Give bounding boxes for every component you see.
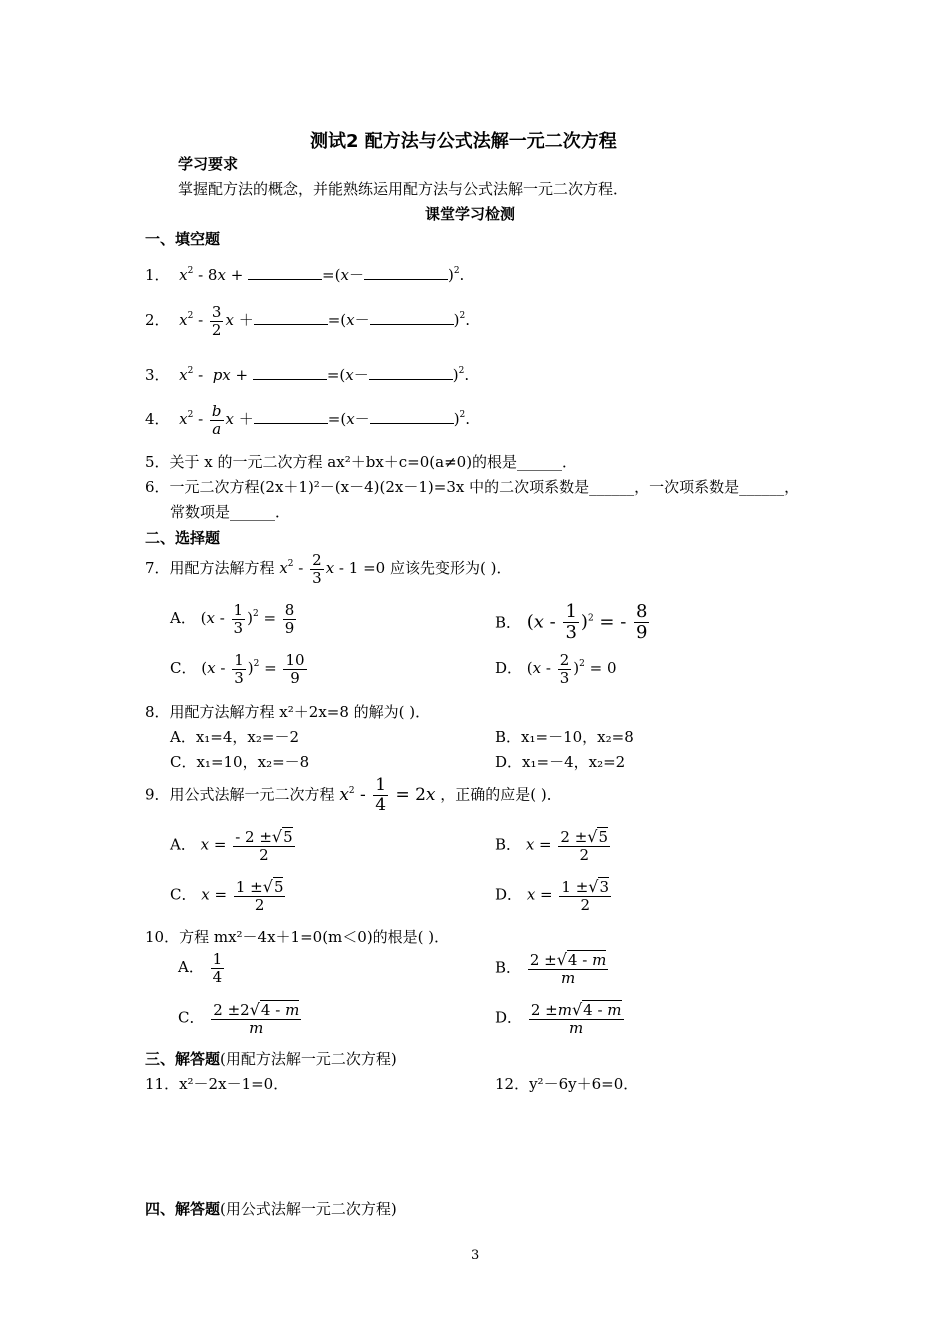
question-10-option-d: D． $\frac{2 \pm m√4 - m}{m}$ [495,1000,622,1037]
question-8-option-c: C．x₁=10，x₂=－8 [170,753,310,771]
question-9-suffix: ，正确的应是( )． [440,785,562,804]
section-3-title: 三、解答题 [145,1050,221,1068]
question-7 [145,552,511,586]
question-4-number: 4． [145,410,170,428]
question-9-option-c: C． x = $\frac{1 \pm√5}{2}$ [170,877,284,914]
question-7-option-a: A． (x - $\frac{1}{3}$ )$^2$ = $\frac{8}{9}$ [170,601,295,637]
option-label: C． [170,885,197,904]
question-9 [145,776,562,814]
question-11: 11．x²－2x－1=0． [145,1075,289,1093]
question-7-option-c: C． (x - $\frac{1}{3}$ )$^2$ = $\frac{10}{9}$ [170,651,305,687]
question-2-number: 2． [145,311,170,329]
question-9-option-d: D． x = $\frac{1 \pm√3}{2}$ [495,877,610,914]
question-10-option-c: C． $\frac{2 \pm 2√4 - m}{m}$ [178,1000,300,1037]
section-solve-completing-square [145,1048,397,1069]
option-label: B． [495,835,522,854]
section-solve-formula [145,1198,397,1219]
option-label: B． [495,613,522,632]
question-9-option-b: B． x = $\frac{2 \pm√5}{2}$ [495,827,609,864]
section-4-title: 四、解答题 [145,1200,221,1218]
requirements-heading: 学习要求 [178,155,239,173]
question-1-number: 1． [145,266,170,284]
section-multiple-choice: 二、选择题 [145,529,221,547]
question-6-line1: 6．一元二次方程(2x＋1)²－(x－4)(2x－1)=3x 中的二次项系数是______，一次项系数是______， [145,478,800,496]
question-7-option-b: B． (x - $\frac{1}{3}$ )$^2$ = - $\frac{8}{9}$ [495,601,648,643]
question-10-option-a: A． $\frac{1}{4}$ [178,950,223,986]
question-5: 5．关于 x 的一元二次方程 ax²＋bx＋c=0(a≠0)的根是______． [145,453,578,471]
option-label: D． [495,885,523,904]
section-3-note: (用配方法解一元二次方程) [220,1050,397,1068]
question-8-option-b: B．x₁=－10，x₂=8 [495,728,634,746]
question-3-number: 3． [145,366,170,384]
question-9-prefix: 9．用公式法解一元二次方程 [145,785,335,804]
question-3 [145,364,469,385]
question-10: 10．方程 mx²－4x＋1=0(m＜0)的根是( )． [145,928,450,946]
page-number: 3 [471,1248,480,1263]
question-2-formula: $x^2$ - $\frac{3}{2}$ $x + =(x- )^2$. [179,303,470,339]
question-7-formula: $x^2$ - $\frac{2}{3}$ x - 1 [279,551,359,587]
option-label: B． [495,958,522,977]
question-1-formula: $x^2 - 8x + =(x- )^2$. [179,266,465,284]
question-4 [145,403,470,437]
question-10-option-b: B． $\frac{2 \pm√4 - m}{m}$ [495,950,607,987]
question-3-formula: $x^2$ - px + $=(x- )^2$. [179,366,470,384]
question-4-formula: $x^2$ - $\frac{b}{a}$ $x + =(x- )^2$. [179,402,471,438]
requirements-text: 掌握配方法的概念，并能熟练运用配方法与公式法解一元二次方程． [178,180,629,198]
question-1 [145,264,464,285]
question-7-suffix: =0 应该先变形为( )． [363,559,512,577]
option-label: D． [495,659,523,677]
question-12: 12．y²－6y＋6=0． [495,1075,639,1093]
question-8-option-a: A．x₁=4，x₂=－2 [170,728,300,746]
option-label: A． [178,958,204,976]
page-title: 测试2 配方法与公式法解一元二次方程 [310,131,617,152]
option-label: C． [170,659,197,677]
question-8: 8．用配方法解方程 x²＋2x=8 的解为( )． [145,703,431,721]
question-6-line2: 常数项是______． [170,503,291,521]
question-9-option-a: A． x = $\frac{- 2 \pm√5}{2}$ [170,827,293,864]
class-test-heading: 课堂学习检测 [425,205,516,223]
option-label: A． [170,835,196,854]
question-9-formula: $x^2$ - $\frac{1}{4}$ = 2x [339,775,436,815]
question-7-prefix: 7．用配方法解方程 [145,559,275,577]
question-8-option-d: D．x₁=－4，x₂=2 [495,753,626,771]
question-7-option-d: D． (x - $\frac{2}{3}$ )$^2$ = 0 [495,651,617,687]
option-label: C． [178,1008,205,1027]
section-4-note: (用公式法解一元二次方程) [220,1200,397,1218]
question-2 [145,304,470,338]
option-label: A． [170,609,196,627]
option-label: D． [495,1008,523,1027]
section-fill-blank: 一、填空题 [145,230,221,248]
